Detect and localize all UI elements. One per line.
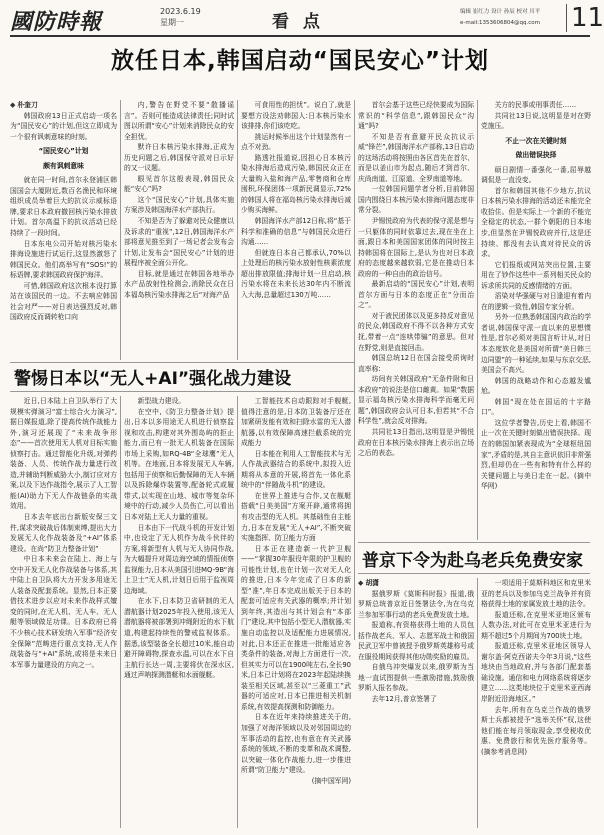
article1-col5: 关方的民事或刑事责任…… 共同社13日说,这明显是对在野党施压。 不止一次在关键时刻 做出错误抉择 硕日剧情一番强化一番,屈辱越调侃是一直没变。 首尔和韩国其他不少地方,抗议日本核污染水排海的活动还未能完全收拾住。但是实际上一个新的不能完全稳定的状态,一群个朝阳的日本地步,但显然在尹锡悦政府并行,这是还持续、都没有去认真对待民众的诉求。 它们报纸或网站突出位置,主要用在了钞作这些中一系列相关民众的诉求所共同的反感情绪的方面。 滔染对华强硬与对日逢迎有着内在的逻辑一致性,韩国专家分析。 另外一位熟悉韩国国内政治的学者说,韩国保守派一直以来的思想惯性是,首尔必须对美国言听计从,对日本态度软化是美国对所谓“美日韩三边同盟”的一种延续,如果与东京交恶,美国会不高兴。 韩国的战略动作和心态越发尴尬。 韩国“现在处在国运的十字路口”。 这位学者警告,历史上看,韩国不止一次在关键时刻做出错误抉择。现在的韩国加紧表现成为“全球枢纽国家”,矛盾的是,其自主意识依旧非常强烈,但却仍在一些有和特有什么样的关键问题上与美日走在一起。(摘中华网) xyxy=(481,101,591,491)
article2-headline: 警惕日本以“无人+AI”强化战力建设 xyxy=(14,369,292,389)
article2-col3: 工智能技术自动跟踪对手舰艇,值得注意的是,日本防卫装备厅还在加紧研发能有效和扫除水雷的无人潜航器,以有效保障高速拦截系统的完成能力 日本能在利用人工智能技术与无人作战武器结合的系统中,拟投入近期将从本意的开展,将首先一体化系统中的“伴随战斗机”的建设。 在世界上推进与合作,又在舰艇搭载“日美美国”方案开辟,通常将拥有攻击型的无人机。其基础性自主能力,日本在发展“无人+AI”,不断突破实施指挥、防卫能力方面 日本正在建造新一代护卫舰——“掌握30年服役年限的护卫舰的可能性计划,也在计划一次对无人化的推进,日本今年完成了日本的新型“准”,年日本完成出版关于日本的配套可适应有关武器的概率;并计划到年终,其造出与其计划会有“本部门”建设,其中包括小型无人潜航器,实施自动监控以及适配能力进展情况,对此,日本还正在推进一批能适应各类条件的装备,对海上方面进行一次,但其实力可以在1900吨左右,全长90米,日本已计划将在2023年起陆续换装至相关区域,甚至以“三菱重工”武器的可适应对,日本已推进相关机制系统,有效提高探测和防御能力。 日本在近年来持续推进关于的,加强了对海洋领域以及对邻国周边的军事活动的监控,也有意在有关武器系统的领域,不断的变革和战术调整,以突破一体化作战能力,进一步推进所谓“防卫能力”建设。 (摘中国军网) xyxy=(241,397,351,785)
column-divider xyxy=(477,100,478,540)
newspaper-logo: 國防時報 xyxy=(10,9,103,35)
date: 2023.6.19 xyxy=(160,7,201,16)
diamond-icon: ◆ xyxy=(358,579,364,587)
page-number: 11 xyxy=(566,4,604,32)
column-divider xyxy=(237,396,238,828)
editors-line: 编辑 崔红力 设计 孙辰 校对 川平 xyxy=(460,9,541,15)
article-divider xyxy=(358,573,590,574)
masthead-rule xyxy=(10,35,590,37)
editor-credits xyxy=(460,7,566,29)
article-divider xyxy=(10,391,354,392)
email-line: e-mail:1353606804@qq.com xyxy=(460,20,540,26)
article3-byline: ◆ 胡潇 xyxy=(358,579,379,587)
column-divider xyxy=(354,100,355,640)
issue-date xyxy=(160,6,201,28)
column-divider xyxy=(237,100,238,360)
article1-col3: 可食用性的担忧”。说白了,就是要想方设法劝韩国人:日本核污染水该排排,你们该吃吃。 挑运时候举出这个计划显然有一点不对劲。 路透社报道说,因担心日本核污染水排海后造成污染,韩国民众正在大量购入盐和海产品,零售商和仓库囤积,环保团体一项新民调显示,72%的韩国人将在福岛核污染水排海后减少购买海鲜。 韩国海洋水产部12日称,将“基于科学和准确的信息”与韩国民众进行沟通…… 但就连日本自己都承认,70%以上处理后的核污染水放射性核素浓度超出排放限值;排海计划一旦启动,核污染水将在未来长达30年内不断流入大海,总量超过130万吨…… xyxy=(241,101,351,299)
column-divider xyxy=(120,100,121,360)
diamond-icon: ◆ xyxy=(10,101,16,109)
article-divider xyxy=(10,362,354,363)
article2-col1: 近日,日本陆上自卫队举行了大规模实弹演习“富士综合火力演习”,据日媒报道,除了提高传统作战能力外,演习还展现了“未来战争形态”——首次使用无人机对目标实施侦察打击。通过智能化升级,对弹药装备、人员、传统作战力量进行改造,并辅助判断威胁大小,制订应对方案,以及下达作战指令,展示了人工智能(AI)助力下无人作战链条的实战效用。 日本去年底出台新版安保三文件,谋求突破战后体制束缚,提出大力发展无人化作战装备及“+AI”体系建设。在尚“防卫力整备计划” 中日本未来会在陆上、海上与空中开发无人化作战装备与体系,其中陆上自卫队将大力开发多用途无人装备及配套系统。显然,日本正要借技术进步以应对未来作战样式嬗变的同时,在无人机、无人车、无人艇等领域做足功课。日本政府已将不少核心技术研发纳入军事“经济安全保障”范畴进行重点支持,无人作战装备与“+AI”系统,或将是未来日本军事力量建设的方向之一。 xyxy=(10,397,117,669)
article1-byline: ◆ 朴奎刀 xyxy=(10,101,38,109)
column-divider xyxy=(120,396,121,828)
article1-col1: ◆ 朴奎刀 韩国政府13日正式启动一项名为“国民安心”的计划,但这立即成为一个很有讽刺意味的时刻。 “国民安心”计划 颇有讽刺意味 就在同一时间,首尔永登浦区韩国国会大厦附近,数百名渔民和环境组织成员举着巨大的抗议示威标语牌,要求日本政府撤回核污染水排放计划。首尔高温下的抗议活动已经持续了一段时间。 日本东电公司开始对核污染水排海设施进行试运行,这显然激怒了韩国民众。他们高举写有“SOS!”的标语牌,要求韩国政府保护海洋。 可惜,韩国政府这次根本没打算站在该国民的一边。不去响应韩国社会对严——对日表达强烈反对,韩国政府反而调转枪口向 xyxy=(10,101,117,322)
article1-headline: 放任日本,韩国启动“国民安心”计划 xyxy=(111,48,489,74)
article3-headline: 普京下令为赴乌老兵免费安家 xyxy=(362,551,583,571)
column-divider xyxy=(477,578,478,828)
masthead xyxy=(0,0,604,40)
article3-col2: 一项适用于莫斯科地区和克里米亚的老兵以及参加乌克兰战争并有资格获得土地的家属发放土地的法令。 报道还称,在克里米亚地区颁布人数办法,对此可在克里米亚进行为期不超过5个月期间为700块土地。 报道还称,克里米亚地区领导人谢尔盖·阿克西诺夫今年3月说,“这些地块由当地政府,并与各部门配套基础设施。通信和电力网络系统将逐步建立……这类地块位于克里米亚西海岸附近沿海地区。” 去年,所有在乌克兰作战的俄罗斯士兵都被授予“选举关怀”权,这使他们能在每月领取现金,享受税收优惠、免费旅行和优先医疗服务等。(摘参考消息网) xyxy=(481,579,591,756)
weekday: 星期一 xyxy=(160,18,184,27)
article1-col4: 首尔会基于这些已经快要成为国际常识的“科学信息”,跟韩国民众“沟通”吗? 不知是否有意避开民众抗议示威“锋芒”,韩国海洋水产部称,13日启动的这场活动将按照由各区首先在首尔、而是以釜山市为起点,随后才到首尔、庆尚南道、江原道、全罗南道等地。 一位韩国问题学者分析,目前韩国国内围绕日本核污染水排海问题态度非常分裂。 尹锡悦政府为代表的保守派是想与一只躯体的同时依靠过去,现在坐在上面,跟日本和美国国家团体的同时按主持韩国将在国际上,是认为也对日本政府的态度越来越软弱,它是在推动日本政府的一种自由的政治信号。 最新启动的“国民安心”计划,表明首尔方面与日本的态度正在“分而治之”。 对于液民团体以及更多持反对意见的民众,韩国政府不得不以各种方式安抚,带着一点“连哄带骗”的意思。但对在野党,则是直接回击。 韩国总统12日在国会接受质询时直率称: 坊间有关韩国政府“无条件附和日本政府”的说法是信口雌黄。如果“数据显示福岛核污染水排海科学而毫无问题”,韩国政府会认可日本,但若其“不合科学性”,就会反对排海。 共同社13日指出,这明显是尹锡悦政府在日本核污染水排海上表示出立场之后的表态。 xyxy=(358,101,474,458)
article3-col1: ◆ 胡潇 据俄罗斯《莫斯科时报》报道,俄罗斯总统普京近日签署法令,为在乌克兰参加军事行动的老兵免费发放土地。 报道称,有资格获得土地的人员包括作战老兵、军人、志愿军战士和俄国民武卫军中曾被授予俄罗斯英雄称号或在服役期间获得其他功勋奖励的雇员。 自俄乌冲突爆发以来,俄罗斯为当地一直试图提供一些激励措施,鼓励俄罗斯人报名参战。 去年12月,普京签署了 xyxy=(358,579,474,704)
article-divider xyxy=(358,542,590,543)
article1-col2: 内,警告在野党不要“散播谣言”。否则可能造成法律责任;同时试图以所谓“安心”计划来消除民众的安全担忧。 默许日本核污染水排海,正成为历史问题之后,韩国保守派对日示好的又一议题。 眼见首尔这般表现,韩国民众能“安心”吗? 这个“国民安心”计划,具体实施方案涉及韩国海洋水产部执行。 不知是否为了躲避对民众健康以及诉求的“重视”,12日,韩国海洋水产部将意见推至到了一场记者会发布会计划,让发布会“国民安心”计划的进展程序被全面公开化。 目标,就是通过在韩国各地举办水产品放射性检测会,消除民众在日本福岛核污染水排海之后“对海产品 xyxy=(124,101,234,299)
article2-col2: 新型战力建设。 在空中,《防卫力整备计划》提出,日本以多用途无人机进行侦察监视和攻击,构建对其外围岛屿的拒止能力,而已有一批无人机装备在国际市场上采购,如RQ-4B“全球鹰”无人机等。在地面,日本将发展无人车辆,包括用于侦察和后勤保障的无人车辆以及拆除爆炸装置等,配备轮式或履带式,以实现在山地、城市等复杂环境中的行动,减少人员伤亡,可以看出日本对陆上无人力量的重视。 日本由下一代战斗机的开发计划中,也设定了无人机作为战斗伙伴的方案,将新型有人机与无人协同作战,为大幅提升对周边海空域的情报侦察监视能力,日本从美国引进MQ-9B“海上卫士”无人机,计划日后用于监视周边海域。 在水下,日本防卫省研制的无人潜航器计划2025年投入使用,该无人潜航器将被部署到冲绳附近的水下航道,构建起持续性的警戒监视体系。据悉,该型装备全长超过10米,能自动避开障碍物,探查水温,可以在水下自主航行长达一周,主要将伏在深水区,通过声呐探测潜艇和水面舰艇。 xyxy=(124,397,234,680)
section-title: 看 点 xyxy=(272,12,324,32)
